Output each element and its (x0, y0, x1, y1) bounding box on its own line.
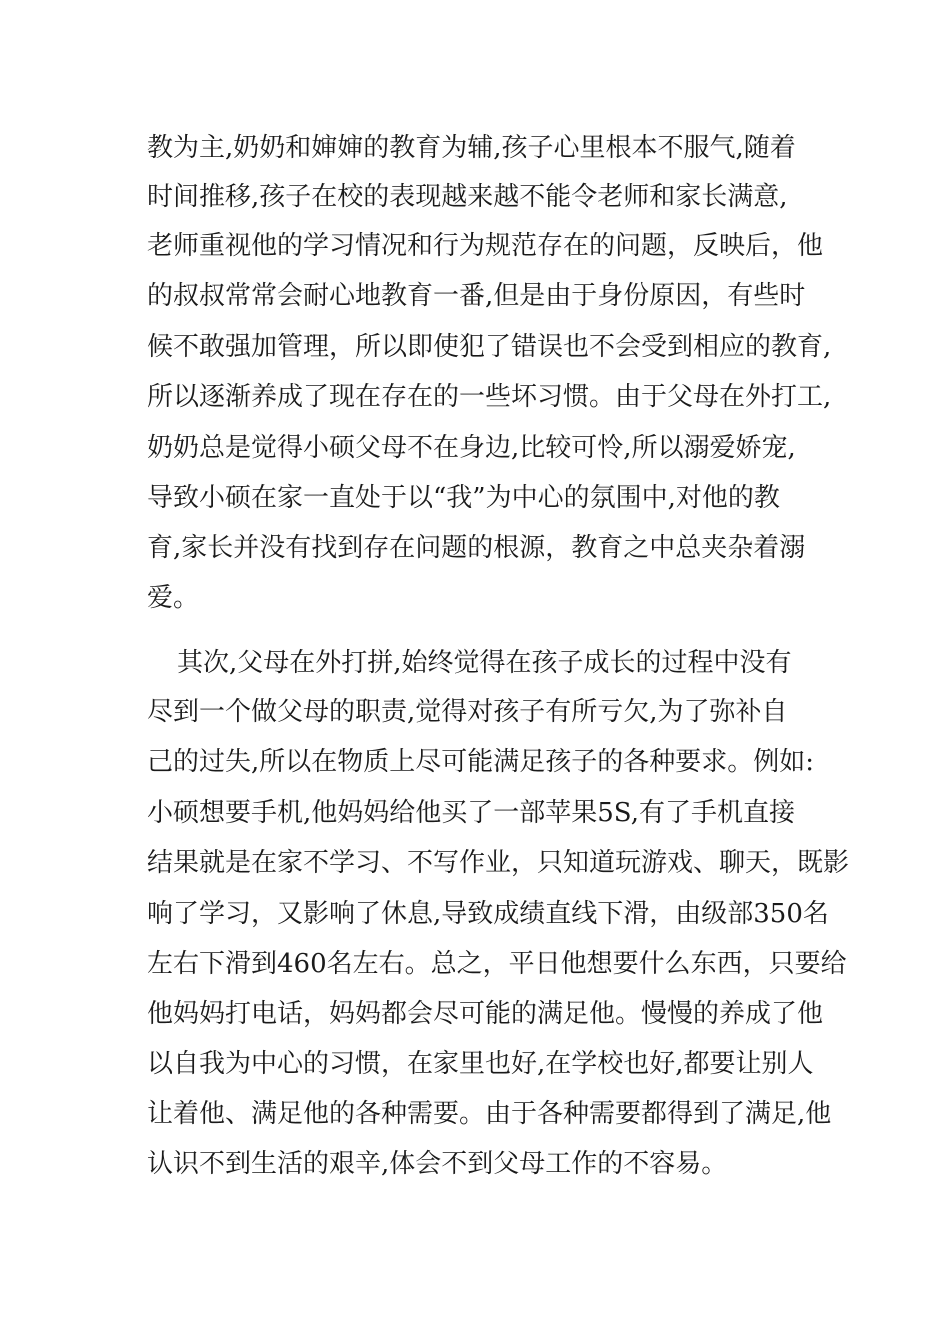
paragraph-1-line-9: 育,家长并没有找到存在问题的根源，教育之中总夹杂着溺 (147, 533, 806, 563)
paragraph-2-line-4: 小硕想要手机,他妈妈给他买了一部苹果5S,有了手机直接 (147, 798, 795, 828)
paragraph-1-line-10: 爱。 (147, 583, 200, 613)
paragraph-2-line-7: 左右下滑到460名左右。总之，平日他想要什么东西，只要给 (147, 949, 847, 979)
paragraph-2-line-10: 让着他、满足他的各种需要。由于各种需要都得到了满足,他 (147, 1099, 832, 1129)
paragraph-1-line-1: 教为主,奶奶和婶婶的教育为辅,孩子心里根本不服气,随着 (147, 133, 796, 163)
paragraph-1-line-4: 的叔叔常常会耐心地教育一番,但是由于身份原因，有些时 (147, 281, 806, 311)
paragraph-2-line-11: 认识不到生活的艰辛,体会不到父母工作的不容易。 (147, 1149, 728, 1179)
paragraph-1-line-5: 候不敢强加管理，所以即使犯了错误也不会受到相应的教育, (147, 332, 832, 362)
paragraph-1-line-6: 所以逐渐养成了现在存在的一些坏习惯。由于父母在外打工, (147, 382, 832, 412)
paragraph-1-line-3: 老师重视他的学习情况和行为规范存在的问题，反映后，他 (147, 231, 824, 261)
paragraph-1-line-7: 奶奶总是觉得小硕父母不在身边,比较可怜,所以溺爱娇宠, (147, 433, 796, 463)
paragraph-2-line-8: 他妈妈打电话，妈妈都会尽可能的满足他。慢慢的养成了他 (147, 999, 824, 1029)
paragraph-1-line-8: 导致小硕在家一直处于以“我”为中心的氛围中,对他的教 (147, 483, 780, 513)
paragraph-2-line-9: 以自我为中心的习惯，在家里也好,在学校也好,都要让别人 (147, 1049, 814, 1079)
paragraph-2-line-6: 响了学习，又影响了休息,导致成绩直线下滑，由级部350名 (147, 899, 829, 929)
paragraph-2-line-2: 尽到一个做父母的职责,觉得对孩子有所亏欠,为了弥补自 (147, 697, 788, 727)
paragraph-2-line-5: 结果就是在家不学习、不写作业，只知道玩游戏、聊天，既影 (147, 848, 850, 878)
paragraph-2-line-3: 己的过失,所以在物质上尽可能满足孩子的各种要求。例如: (147, 747, 815, 777)
paragraph-2-line-1: 其次,父母在外打拼,始终觉得在孩子成长的过程中没有 (177, 648, 792, 678)
paragraph-1-line-2: 时间推移,孩子在校的表现越来越不能令老师和家长满意, (147, 182, 788, 212)
